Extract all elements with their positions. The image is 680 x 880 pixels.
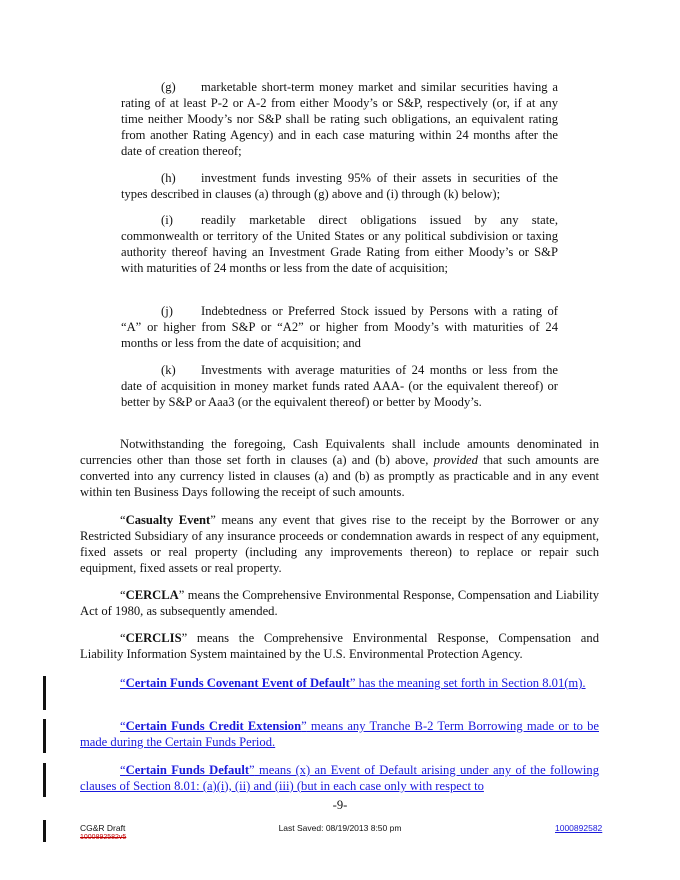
definition-casualty-event	[80, 513, 599, 577]
quote-open: “	[120, 719, 126, 733]
quote-close: ”	[178, 588, 185, 602]
clause-label: (h)	[161, 171, 176, 185]
defined-term: Certain Funds Covenant Event of Default	[125, 676, 350, 690]
footer-deleted-doc-id: 1000892582v5	[80, 834, 127, 841]
definition-cerclis	[80, 631, 599, 663]
defined-term: Casualty Event	[125, 513, 211, 527]
footer-doc-id: 1000892582	[555, 823, 603, 833]
definition-certain-funds-covenant-event-of-default	[80, 676, 599, 692]
footer-last-saved: Last Saved: 08/19/2013 8:50 pm	[278, 823, 402, 833]
quote-open: “	[120, 763, 126, 777]
definition-certain-funds-credit-extension	[80, 719, 599, 751]
quote-close: ”	[210, 513, 216, 527]
clause-i	[121, 213, 558, 277]
definition-text: means the Comprehensive Environmental Response, Compensation and Liability Act of 1980, as subsequently amended.	[80, 588, 599, 618]
quote-close: ”	[349, 676, 356, 690]
notwithstanding-paragraph	[80, 437, 599, 501]
defined-term: Certain Funds Credit Extension	[125, 719, 302, 733]
clause-k	[121, 363, 558, 411]
footer-draft-label: CG&R Draft	[80, 823, 126, 833]
definition-certain-funds-default	[80, 763, 599, 795]
clause-label: (i)	[161, 213, 173, 227]
quote-open: “	[120, 513, 126, 527]
quote-open: “	[120, 588, 126, 602]
clause-text: investment funds investing 95% of their assets in securities of the types described in clauses (a) through (g) above and (i) through (k) below);	[121, 171, 558, 201]
defined-term: CERCLA	[125, 588, 179, 602]
clause-g	[121, 80, 558, 160]
notwithstanding-before: Notwithstanding the foregoing, Cash Equivalents shall include amounts denominated in currencies other than those set forth in clauses (a) and (b) above,	[80, 437, 599, 467]
quote-open: “	[120, 676, 126, 690]
clause-h	[121, 171, 558, 203]
clause-j	[121, 304, 558, 352]
quote-close: ”	[249, 763, 255, 777]
definition-cercla	[80, 588, 599, 620]
clause-text: marketable short-term money market and similar securities having a rating of at least P-2 or A-2 from either Moody’s or S&P, respectively (or, if at any time neither Moody’s nor S&P shall be rating such obligations, an equivalent rating from another Rating Agency) and in each case maturing within 24 months after the date of creation thereof;	[121, 80, 558, 158]
notwithstanding-after: that such amounts are converted into any currency listed in clauses (a) and (b) as promptly as practicable and in any event within ten Business Days following the receipt of such amounts.	[80, 452, 599, 499]
change-bar	[43, 676, 46, 710]
quote-close: ”	[181, 631, 188, 645]
notwithstanding-proviso: provided	[433, 452, 478, 467]
clause-label: (j)	[161, 304, 173, 318]
clause-label: (k)	[161, 363, 176, 377]
clause-text: Investments with average maturities of 24 months or less from the date of acquisition in money market funds rated AAA- (or the equivalent thereof) or better by S&P or Aaa3 (or the equivalent thereof) or better by Moody’s.	[121, 363, 558, 409]
defined-term: CERCLIS	[125, 631, 182, 645]
definition-text: means (x) an Event of Default arising under any of the following clauses of Section 8.01: (a)(i), (ii) and (iii) (but in each case only with respect to	[80, 763, 599, 793]
page-number: -9-	[332, 798, 348, 812]
quote-close: ”	[301, 719, 307, 733]
definition-text: means any Tranche B-2 Term Borrowing made or to be made during the Certain Funds Period.	[80, 719, 599, 749]
definition-text: has the meaning set forth in Section 8.01(m).	[355, 676, 586, 690]
definition-text: means any event that gives rise to the receipt by the Borrower or any Restricted Subsidiary of any insurance proceeds or condemnation awards in respect of any equipment, fixed assets or real property (including any improvements thereon) to replace or repair such equipment, fixed assets or real property.	[80, 513, 599, 575]
change-bar	[43, 763, 46, 797]
change-bar	[43, 719, 46, 753]
clause-text: readily marketable direct obligations issued by any state, commonwealth or territory of the United States or any political subdivision or taxing authority thereof having an Investment Grade Rating from either Moody’s or S&P with maturities of 24 months or less from the date of acquisition;	[121, 213, 558, 275]
clause-label: (g)	[161, 80, 176, 94]
defined-term: Certain Funds Default	[125, 763, 250, 777]
quote-open: “	[120, 631, 126, 645]
clause-text: Indebtedness or Preferred Stock issued by Persons with a rating of “A” or higher from S&P or “A2” or higher from Moody’s with maturities of 24 months or less from the date of acquisition; and	[121, 304, 558, 350]
definition-text: means the Comprehensive Environmental Response, Compensation and Liability Information System maintained by the U.S. Environmental Protection Agency.	[80, 631, 599, 661]
